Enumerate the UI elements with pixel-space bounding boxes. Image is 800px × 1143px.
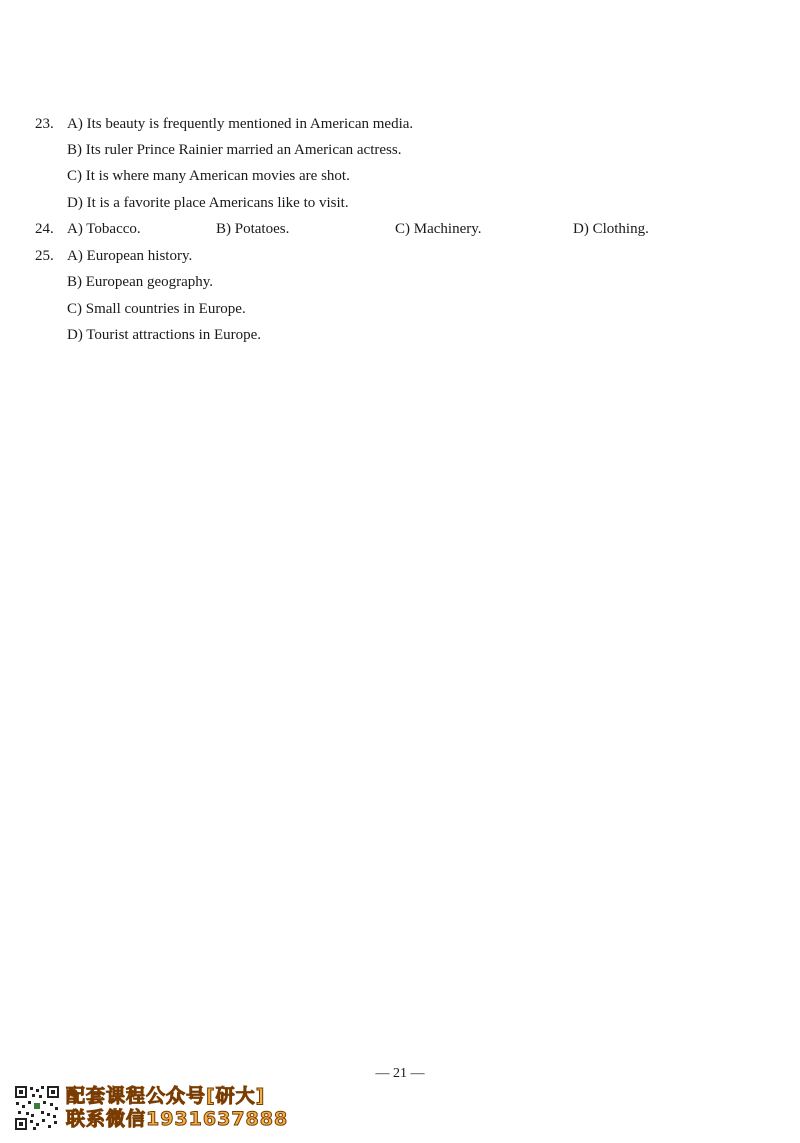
qr-code-icon [14,1085,60,1131]
option-d: D) Clothing. [573,221,649,237]
option-b: B) Potatoes. [216,221,290,237]
question-23-option-d [67,193,349,213]
question-25-option-c [67,299,246,319]
question-number: 25. [35,248,54,264]
question-25-option-b [67,272,213,292]
question-number: 23. [35,116,54,132]
watermark-line-2: 联系微信1931637888 [66,1108,289,1130]
watermark [14,1083,314,1133]
option-d: D) Tourist attractions in Europe. [67,327,262,343]
option-c: C) Small countries in Europe. [67,301,246,317]
option-c: C) It is where many American movies are shot. [67,168,350,184]
option-a: A) Tobacco. [67,221,141,237]
option-b: B) European geography. [67,274,214,290]
option-a: A) European history. [67,248,193,264]
option-c: C) Machinery. [395,221,482,237]
question-number: 24. [35,221,54,237]
watermark-line-1: 配套课程公众号[研大] [66,1085,266,1107]
option-b: B) Its ruler Prince Rainier married an American actress. [67,142,402,158]
question-23-option-b [67,140,401,160]
option-d: D) It is a favorite place Americans like to visit. [67,195,349,211]
option-a: A) Its beauty is frequently mentioned in American media. [67,116,414,132]
question-23-option-c [67,166,350,186]
question-25-option-d [67,325,261,345]
page-number: — 21 — [375,1066,425,1081]
